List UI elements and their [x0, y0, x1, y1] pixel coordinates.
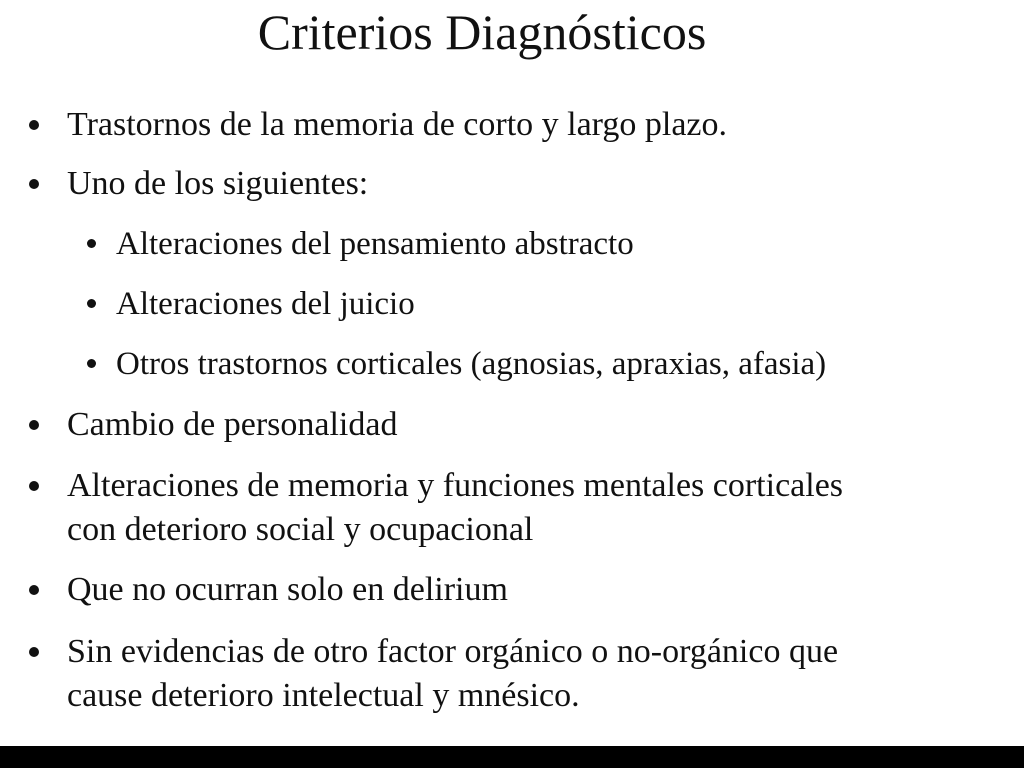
list-item-text: Alteraciones del pensamiento abstracto [116, 226, 634, 262]
list-item-text: Uno de los siguientes: [67, 165, 369, 202]
bullet-icon [29, 647, 39, 657]
list-item [67, 103, 727, 147]
sub-list-item [116, 282, 415, 326]
list-item-continuation [67, 674, 580, 718]
list-item [67, 403, 397, 447]
slide-title: Criterios Diagnósticos [257, 4, 707, 60]
bullet-icon [29, 420, 39, 430]
list-item-text: Otros trastornos corticales (agnosias, apraxias, afasia) [116, 346, 827, 382]
list-item-text: con deterioro social y ocupacional [67, 511, 534, 548]
list-item-text: Cambio de personalidad [67, 406, 398, 443]
list-item-continuation [67, 508, 533, 552]
list-item-text: Que no ocurran solo en delirium [67, 571, 508, 608]
list-item-text: cause deterioro intelectual y mnésico. [67, 677, 580, 714]
bullet-icon [29, 120, 39, 130]
bullet-icon [87, 239, 96, 248]
list-item-text: Alteraciones del juicio [116, 286, 415, 322]
bullet-icon [29, 179, 39, 189]
list-item [67, 568, 508, 612]
list-item [67, 162, 368, 206]
list-item [67, 630, 838, 674]
sub-list-item [116, 222, 634, 266]
sub-list-item [116, 342, 826, 386]
bullet-icon [87, 359, 96, 368]
list-item-text: Sin evidencias de otro factor orgánico o no-orgánico que [67, 633, 839, 670]
bullet-icon [29, 585, 39, 595]
bullet-icon [87, 299, 96, 308]
list-item-text: Alteraciones de memoria y funciones mentales corticales [67, 467, 844, 504]
list-item-text: Trastornos de la memoria de corto y largo plazo. [67, 106, 728, 143]
bullet-icon [29, 481, 39, 491]
list-item [67, 464, 843, 508]
bottom-bar [0, 746, 1024, 768]
